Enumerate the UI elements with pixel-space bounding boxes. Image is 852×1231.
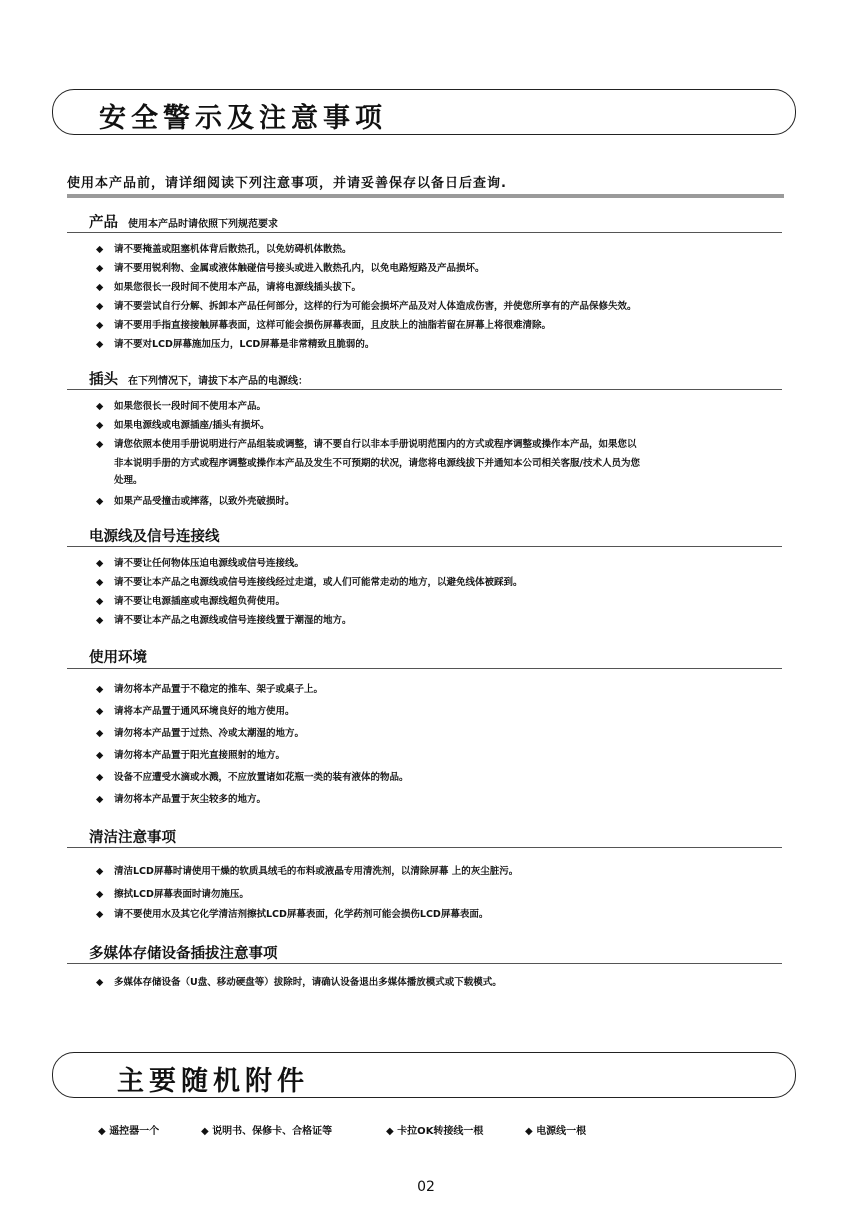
intro-divider: [67, 194, 784, 198]
section-title: 电源线及信号连接线: [89, 529, 220, 545]
bullet-icon: ◆: [96, 282, 104, 293]
bullet-icon: ◆: [96, 244, 104, 255]
bullet-icon: ◆: [96, 401, 104, 412]
section-title: 插头: [89, 372, 118, 388]
list-item-continued: 处理。: [114, 475, 143, 486]
safety-banner: [52, 89, 796, 135]
section-title: 使用环境: [89, 650, 147, 666]
list-item: ◆ 请勿将本产品置于不稳定的推车、架子或桌子上。: [96, 681, 323, 698]
bullet-icon: ◆: [96, 301, 104, 312]
list-item: ◆ 多媒体存储设备（U盘、移动硬盘等）拔除时，请确认设备退出多媒体播放模式或下载模式。: [96, 974, 502, 991]
list-item: ◆ 请不要用手指直接接触屏幕表面，这样可能会损伤屏幕表面，且皮肤上的油脂若留在屏幕上将很难清除。: [96, 317, 551, 334]
section-divider: [67, 668, 782, 669]
list-item: ◆ 请不要让本产品之电源线或信号连接线经过走道，或人们可能常走动的地方，以避免线体被踩到。: [96, 574, 523, 591]
section-title: 产品: [89, 215, 118, 231]
list-item: ◆ 如果您很长一段时间不使用本产品，请将电源线插头拔下。: [96, 279, 361, 296]
list-item: ◆ 设备不应遭受水滴或水溅，不应放置诸如花瓶一类的装有液体的物品。: [96, 769, 409, 786]
section-product-heading: [89, 211, 278, 232]
bullet-icon: ◆: [96, 977, 104, 988]
bullet-icon: ◆: [96, 684, 104, 695]
list-item: ◆ 请不要用锐利物、金属或液体触碰信号接头或进入散热孔内，以免电路短路及产品损坏。: [96, 260, 485, 277]
bullet-icon: ◆: [96, 909, 104, 920]
list-item: ◆ 如果电源线或电源插座/插头有损坏。: [96, 417, 269, 434]
bullet-icon: ◆: [96, 496, 104, 507]
section-divider: [67, 232, 782, 233]
page-number: 02: [417, 1179, 435, 1195]
bullet-icon: ◆: [96, 750, 104, 761]
accessories-banner-title: 主要随机附件: [117, 1066, 309, 1097]
section-cable-heading: [89, 525, 220, 546]
section-cleaning-heading: [89, 826, 176, 847]
accessory-item: ◆ 说明书、保修卡、合格证等: [201, 1126, 333, 1137]
bullet-icon: ◆: [96, 439, 104, 450]
bullet-icon: ◆: [96, 889, 104, 900]
section-subtitle: 使用本产品时请依照下列规范要求: [128, 219, 278, 230]
list-item: ◆ 请不要让任何物体压迫电源线或信号连接线。: [96, 555, 304, 572]
bullet-icon: ◆: [96, 772, 104, 783]
list-item: ◆ 请不要让电源插座或电源线超负荷使用。: [96, 593, 285, 610]
bullet-icon: ◆: [96, 339, 104, 350]
section-environment-heading: [89, 646, 147, 667]
bullet-icon: ◆: [96, 577, 104, 588]
bullet-icon: ◆: [96, 420, 104, 431]
list-item: ◆ 请不要对LCD屏幕施加压力，LCD屏幕是非常精致且脆弱的。: [96, 336, 374, 353]
safety-banner-title: 安全警示及注意事项: [99, 103, 387, 134]
list-item: ◆ 请勿将本产品置于过热、冷或太潮湿的地方。: [96, 725, 304, 742]
accessory-item: ◆ 遥控器一个: [98, 1126, 160, 1137]
list-item: ◆ 请不要掩盖或阻塞机体背后散热孔，以免妨碍机体散热。: [96, 241, 352, 258]
list-item: ◆ 擦拭LCD屏幕表面时请勿施压。: [96, 886, 249, 903]
bullet-icon: ◆: [96, 320, 104, 331]
list-item: ◆ 如果您很长一段时间不使用本产品。: [96, 398, 266, 415]
section-subtitle: 在下列情况下，请拔下本产品的电源线：: [128, 376, 308, 387]
list-item: ◆ 清洁LCD屏幕时请使用干燥的软质具绒毛的布料或液晶专用清洗剂，以清除屏幕 上的灰尘脏污。: [96, 863, 518, 880]
bullet-icon: ◆: [98, 1126, 106, 1137]
list-item-continued: 非本说明手册的方式或程序调整或操作本产品及发生不可预期的状况，请您将电源线拔下并通知本公司相关客服/技术人员为您: [114, 458, 640, 469]
section-divider: [67, 847, 782, 848]
bullet-icon: ◆: [96, 866, 104, 877]
list-item: ◆ 请不要使用水及其它化学清洁剂擦拭LCD屏幕表面，化学药剂可能会损伤LCD屏幕表面。: [96, 906, 488, 923]
bullet-icon: ◆: [96, 615, 104, 626]
accessories-banner: [52, 1052, 796, 1098]
section-title: 多媒体存储设备插拔注意事项: [89, 946, 278, 962]
section-plug-heading: [89, 368, 308, 389]
list-item: ◆ 请勿将本产品置于灰尘较多的地方。: [96, 791, 266, 808]
section-divider: [67, 389, 782, 390]
accessory-item: ◆ 卡拉OK转接线一根: [386, 1126, 484, 1137]
bullet-icon: ◆: [96, 706, 104, 717]
bullet-icon: ◆: [96, 263, 104, 274]
section-media-heading: [89, 942, 278, 963]
bullet-icon: ◆: [525, 1126, 533, 1137]
list-item: ◆ 如果产品受撞击或摔落，以致外壳破损时。: [96, 493, 295, 510]
bullet-icon: ◆: [201, 1126, 209, 1137]
bullet-icon: ◆: [386, 1126, 394, 1137]
list-item: ◆ 请将本产品置于通风环境良好的地方使用。: [96, 703, 295, 720]
list-item: ◆ 请不要让本产品之电源线或信号连接线置于潮湿的地方。: [96, 612, 352, 629]
list-item: ◆ 请勿将本产品置于阳光直接照射的地方。: [96, 747, 285, 764]
bullet-icon: ◆: [96, 596, 104, 607]
intro-text: 使用本产品前，请详细阅读下列注意事项，并请妥善保存以备日后查询.: [67, 176, 507, 191]
section-divider: [67, 963, 782, 964]
bullet-icon: ◆: [96, 728, 104, 739]
bullet-icon: ◆: [96, 794, 104, 805]
list-item: ◆ 请不要尝试自行分解、拆卸本产品任何部分，这样的行为可能会损坏产品及对人体造成伤害，并使您所享有的产品保修失效。: [96, 298, 637, 315]
section-title: 清洁注意事项: [89, 830, 176, 846]
section-divider: [67, 546, 782, 547]
bullet-icon: ◆: [96, 558, 104, 569]
list-item: ◆ 请您依照本使用手册说明进行产品组装或调整，请不要自行以非本手册说明范围内的方式或程序调整或操作本产品，如果您以: [96, 436, 637, 453]
accessory-item: ◆ 电源线一根: [525, 1126, 587, 1137]
